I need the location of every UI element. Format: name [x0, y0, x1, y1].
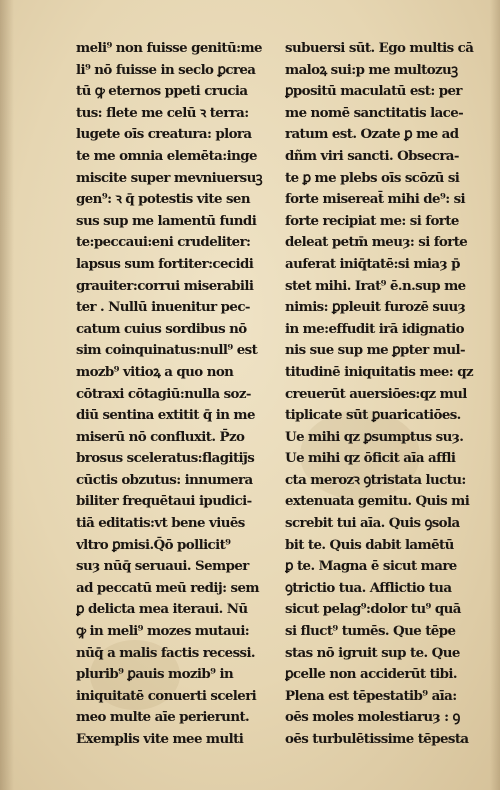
text-line: tiā editatis:vt bene viuēs — [76, 515, 245, 532]
text-line: ꝑ te. Magna ē sicut mare — [285, 558, 457, 575]
text-line: Ue mihi qz ꝑsumptus suȝ. — [285, 428, 464, 445]
text-line: suȝ nūq̄ seruaui. Semper — [76, 558, 249, 575]
text-line: nūq̄ a malis factis recessi. — [76, 644, 255, 661]
text-line: extenuata gemitu. Quis mi — [285, 493, 470, 510]
text-line: sus sup me lamentū fundi — [76, 212, 257, 229]
text-line: nimis: ꝑpleuit furozē suuȝ — [285, 299, 466, 316]
text-line: ꝙ in meli⁹ mozes mutaui: — [76, 623, 250, 640]
text-line: vltro ꝑmisi.Q̄ō pollicit⁹ — [76, 536, 231, 553]
text-line: ꝯtrictio tua. Afflictio tua — [285, 579, 452, 596]
text-line: maloꝝ sui:p me multozuꝫ — [285, 61, 458, 78]
text-line: catum cuius sordibus nō — [76, 320, 247, 337]
text-line: ꝑpositū maculatū est: per — [285, 83, 462, 100]
text-line: tū ꝙ eternos ppeti crucia — [76, 83, 248, 100]
text-line: Plena est tēpestatib⁹ aīa: — [285, 687, 457, 704]
text-line: meli⁹ non fuisse genitū:me — [76, 40, 262, 56]
text-line: ratum est. Ozate ꝑ me ad — [285, 126, 459, 143]
text-line: li⁹ nō fuisse in seclo ꝑcrea — [76, 61, 256, 78]
text-line: cta merozꝛ ꝯtristata luctu: — [285, 471, 466, 488]
text-line: si fluct⁹ tumēs. Que tēpe — [285, 623, 456, 640]
text-line: brosus sceleratus:flagitiȷ̄s — [76, 450, 255, 467]
text-line: iniquitatē conuerti sceleri — [76, 687, 257, 704]
text-line: meo multe aīe perierunt. — [76, 709, 250, 726]
text-line: sim coinquinatus:null⁹ est — [76, 342, 258, 359]
text-line: in me:effudit irā idignatio — [285, 320, 464, 337]
text-line: sicut pelag⁹:dolor tu⁹ quā — [285, 601, 461, 618]
text-line: ꝑcelle non acciderūt tibi. — [285, 666, 457, 683]
text-line: forte misereat̄ mihi de⁹: si — [285, 191, 466, 208]
text-line: plurib⁹ ꝑauis mozib⁹ in — [76, 666, 234, 683]
text-line: auferat iniq̄tatē:si miaȝ p̄ — [285, 255, 460, 272]
text-line: bit te. Quis dabit lamētū — [285, 536, 454, 553]
text-line: subuersi sūt. Ego multis cā — [285, 40, 474, 56]
text-line: me nomē sanctitatis lace- — [285, 104, 464, 121]
text-line: oēs turbulētissime tēpesta — [285, 731, 469, 747]
text-line: dñm viri sancti. Obsecra- — [285, 147, 459, 164]
text-line: nis sue sup me ꝑpter mul- — [285, 342, 465, 359]
text-line: biliter frequētaui ipudici- — [76, 493, 252, 510]
text-line: ad peccatū meū redij: sem — [76, 579, 259, 596]
text-line: Exemplis vite mee multi — [76, 731, 244, 747]
text-line: cōtraxi cōtagiū:nulla soz- — [76, 385, 251, 402]
text-line: forte recipiat me: si forte — [285, 212, 459, 229]
text-line: lugete oīs creatura: plora — [76, 126, 252, 143]
text-line: tiplicate sūt ꝑuaricatiōes. — [285, 407, 461, 424]
text-line: creuerūt auersiōes:qz mul — [285, 385, 467, 402]
text-line: tus: flete me celū ꝛ terra: — [76, 104, 249, 121]
text-line: mozb⁹ vitioꝝ a quo non — [76, 363, 234, 380]
text-line: miserū nō confluxit. P̄zo — [76, 428, 245, 445]
text-line: miscite super mevniuersuꝫ — [76, 169, 262, 186]
text-line: ꝑ delicta mea iteraui. Nū — [76, 601, 248, 618]
text-line: grauiter:corrui miserabili — [76, 277, 254, 294]
text-line: titudinē iniquitatis mee: qz — [285, 363, 473, 380]
text-line: stet mihi. Irat⁹ ē.n.sup me — [285, 277, 466, 294]
text-line: cūctis obzutus: innumera — [76, 471, 253, 488]
text-line: Ue mihi qz ōficit aīa affli — [285, 450, 456, 467]
text-line: oēs moles molestiaruȝ : ꝯ — [285, 709, 460, 726]
text-line: gen⁹: ꝛ q̄ potestis vite sen — [76, 191, 250, 208]
text-line: te me omnia elemēta:inge — [76, 147, 257, 164]
left-text-column — [76, 38, 272, 751]
text-line: te:peccaui:eni crudeliter: — [76, 234, 251, 251]
text-line: te ꝑ me plebs oīs scōzū si — [285, 169, 460, 186]
text-line: diū sentina extitit q̄ in me — [76, 407, 255, 424]
text-line: lapsus sum fortiter:cecidi — [76, 255, 254, 272]
text-line: stas nō igruit sup te. Que — [285, 644, 460, 661]
text-line: ter . Nullū inuenitur pec- — [76, 299, 250, 316]
text-line: deleat petm̄ meuȝ: si forte — [285, 234, 468, 251]
text-line: screbit tui aīa. Quis ꝯsola — [285, 515, 460, 532]
right-text-column — [285, 38, 481, 751]
